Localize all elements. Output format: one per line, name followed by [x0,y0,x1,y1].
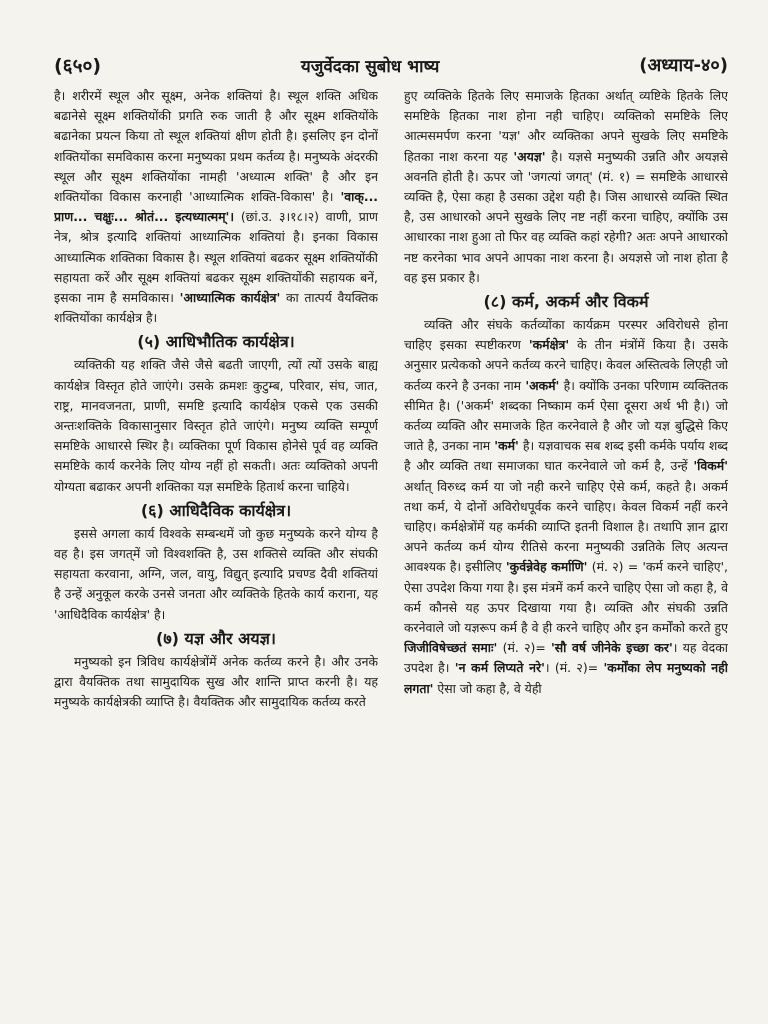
paragraph: हुए व्यक्तिके हितके लिए समाजके हितका अर्थात् व्यष्टिके हितके लिए समष्टिके हितका नाश होना नही चाहिए। व्यक्तिको समष्टिके लिए आत्मसमर्पण करना 'यज्ञ' और व्यक्तिका अपने सुखके लिए समष्टिके हितका नाश करना यह 'अयज्ञ' है। यज्ञसे मनुष्यकी उन्नति और अयज्ञसे अवनति होती है। ऊपर जो 'जगत्यां जगत्' (मं. १) = समष्टिके आधारसे व्यक्ति है, ऐसा कहा है उसका उद्देश यही है। जिस आधारसे व्यक्ति स्थित है, उस आधारको अपने सुखके लिए नष्ट नहीं करना चाहिए, क्योंकि उस आधारका नाश हुआ तो फिर वह व्यक्ति कहां रहेगी? अतः अपने आधारको नष्ट करनेका भाव अपने आपका नाश करना है। अयज्ञसे जो नाश होता है वह इस प्रकार है। [404,88,728,285]
section-heading-6: (६) आधिदैविक कार्यक्षेत्र। [140,500,292,520]
left-column [54,86,378,1006]
paragraph: व्यक्ति और संघके कर्तव्योंका कार्यक्रम परस्पर अविरोधसे होना चाहिए इसका स्पष्टीकरण 'कर्मक्षेत्र' के तीन मंत्रोंमें किया है। उसके अनुसार प्रत्येकको अपने कर्तव्य करने चाहिए। केवल अस्तित्वके लिएही जो कर्तव्य करने है उनका नाम 'अकर्म' है। क्योंकि उनका परिणाम व्यक्तितक सीमित है। ('अकर्म' शब्दका निष्काम कर्म ऐसा दूसरा अर्थ भी है।) जो कर्तव्य व्यक्ति और समाजके हित करनेवाले है और जो यज्ञ बुद्धिसे किए जाते है, उनका नाम 'कर्म' है। यज्ञवाचक सब शब्द इसी कर्मके पर्याय शब्द है और व्यक्ति तथा समाजका घात करनेवाले जो कर्म है, उन्हें 'विकर्म' अर्थात् विरुध्द कर्म या जो नही करने चाहिए ऐसे कर्म, कहते है। अकर्म तथा कर्म, ये दोनों अविरोधपूर्वक करने चाहिए। केवल विकर्म नहीं करने चाहिए। कर्मक्षेत्रोंमें यह कर्मकी व्याप्ति इतनी विशाल है। तथापि ज्ञान द्वारा अपने कर्तव्य कर्म योग्य रीतिसे करना मनुष्यकी उन्नतिके लिए अत्यन्त आवश्यक है। इसीलिए 'कुर्वन्नेवेह कर्माणि' (मं. २) = 'कर्म करने चाहिए', ऐसा उपदेश किया गया है। इस मंत्रमें कर्म करने चाहिए ऐसा जो कहा है, वे कर्म कौनसे यह ऊपर दिखाया गया है। व्यक्ति और संघकी उन्नति करनेवाले जो यज्ञरूप कर्म है वे ही करने चाहिए और इन कर्मोंको करते हुए जिजीविषेच्छतं समाः' (मं. २)= 'सौ वर्ष जीनेके इच्छा कर'। यह वेदका उपदेश है। 'न कर्म लिप्यते नरे'। (मं. २)= 'कर्मोंका लेप मनुष्यको नही लगता' ऐसा जो कहा है, वे येही [404,317,728,696]
running-title: यजुर्वेदका सुबोध भाष्य [300,56,440,77]
text-columns [54,86,728,1006]
paragraph: मनुष्यको इन त्रिविध कार्यक्षेत्रोंमें अनेक कर्तव्य करने है। और उनके द्वारा वैयक्तिक तथा सामुदायिक सुख और शान्ति प्राप्त करनी है। यह मनुष्यके कार्यक्षेत्रकी व्याप्ति है। वैयक्तिक और सामुदायिक कर्तव्य करते [54,653,378,710]
page-number: (६५०) [54,55,102,77]
section-heading-5: (५) आधिभौतिक कार्यक्षेत्र। [137,332,295,352]
paragraph: व्यक्तिकी यह शक्ति जैसे जैसे बढती जाएगी, त्यों त्यों उसके बाह्य कार्यक्षेत्र विस्तृत होते जाएंगे। उसके क्रमशः कुटुम्ब, परिवार, संघ, जात, राष्ट्र, मानवजनता, प्राणी, समष्टि इत्यादि कार्यक्षेत्र एकसे एक उसकी अन्तःशक्तिके विकासानुसार विस्तृत होते जाएंगे। मनुष्य व्यक्ति सम्पूर्ण समष्टिके आधारसे स्थिर है। व्यक्तिका पूर्ण विकास होनेसे पूर्व वह व्यक्ति समष्टिके कार्य करनेके लिए योग्य नहीं हो सकती। अतः व्यक्तिको अपनी योग्यता बढाकर अपनी शक्तिका यज्ञ समष्टिके हितार्थ करना चाहिये। [54,357,378,494]
paragraph: है। शरीरमें स्थूल और सूक्ष्म, अनेक शक्तियां है। स्थूल शक्ति अधिक बढानेसे सूक्ष्म शक्तियोंकी प्रगति रुक जाती है और सूक्ष्म शक्तियोंके बढानेका प्रयत्न किया तो स्थूल शक्तियां क्षीण होती है। इसलिए इन दोनों शक्तियोंका समविकास करना मनुष्यका प्रथम कर्तव्य है। मनुष्यके अंदरकी स्थूल और सूक्ष्म शक्तियोंका नामही 'अध्यात्म शक्ति' है और इन शक्तियोंका विकास करनाही 'आध्यात्मिक शक्ति-विकास' है। 'वाक्... प्राण... चक्षुः... श्रोतं... इत्यध्यात्मम्'। (छां.उ. ३।१८।२) वाणी, प्राण नेत्र, श्रोत्र इत्यादि शक्तियां आध्यात्मिक शक्तियां है। इनका विकास आध्यात्मिक शक्तिका विकास है। स्थूल शक्तियां बढकर सूक्ष्म शक्तियोंकी सहायता करें और सूक्ष्म शक्तियां बढकर सूक्ष्म शक्तियोंकी सहायक बनें, इसका नाम है समविकास। 'आध्यात्मिक कार्यक्षेत्र' का तात्पर्य वैयक्तिक शक्तियोंका कार्यक्षेत्र है। [54,88,378,326]
page-header [54,50,728,80]
chapter-label: (अध्याय-४०) [639,55,728,76]
section-heading-8: (८) कर्म, अकर्म और विकर्म [483,292,649,312]
section-heading-7: (७) यज्ञ और अयज्ञ। [156,628,276,648]
right-column [404,86,728,1006]
paragraph: इससे अगला कार्य विश्वके सम्बन्धमें जो कुछ मनुष्यके करने योग्य है वह है। इस जगत्‌में जो विश्वशक्ति है, उस शक्तिसे व्यक्ति और संघकी सहायता करवाना, अग्नि, जल, वायु, विद्युत् इत्यादि प्रचण्ड दैवी शक्तियां है उन्हें अनुकूल करके उनसे जनता और व्यक्तिके हितके कार्य कराना, यह 'आधिदैविक कार्यक्षेत्र' है। [54,525,378,622]
